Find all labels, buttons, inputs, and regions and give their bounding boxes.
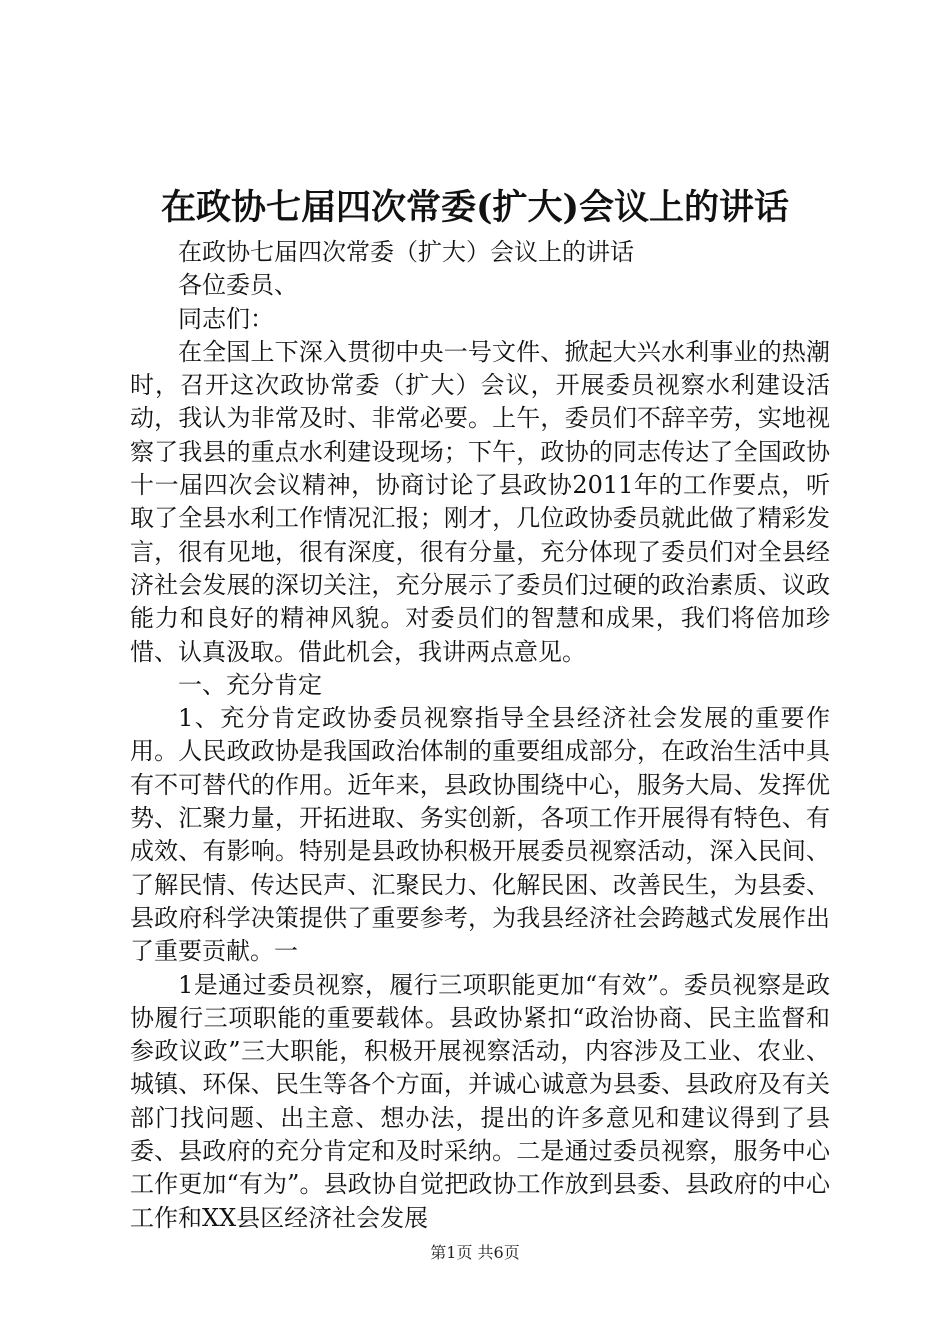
page-footer: 第1页 共6页 xyxy=(430,1243,520,1262)
section-heading: 一、充分肯定 xyxy=(178,670,322,699)
body-paragraph: 在全国上下深入贯彻中央一号文件、掀起大兴水利事业的热潮时，召开这次政协常委（扩大）会议，开展委员视察水利建设活动，我认为非常及时、非常必要。上午，委员们不辞辛劳，实地视察了我县的重点水利建设现场；下午，政协的同志传达了全国政协十一届四次会议精神，协商讨论了县政协2011年的工作要点，听取了全县水利工作情况汇报；刚才，几位政协委员就此做了精彩发言，很有见地，很有深度，很有分量，充分体现了委员们对全县经济社会发展的深切关注，充分展示了委员们过硬的政治素质、议政能力和良好的精神风貌。对委员们的智慧和成果，我们将倍加珍惜、认真汲取。借此机会，我讲两点意见。 xyxy=(130,337,830,666)
document-body xyxy=(130,236,830,1235)
salutation-line-2: 同志们： xyxy=(178,304,274,333)
body-paragraph: 1、充分肯定政协委员视察指导全县经济社会发展的重要作用。人民政政协是我国政治体制的重要组成部分，在政治生活中具有不可替代的作用。近年来，县政协围绕中心，服务大局、发挥优势、汇聚力量，开拓进取、务实创新，各项工作开展得有特色、有成效、有影响。特别是县政协积极开展委员视察活动，深入民间、了解民情、传达民声、汇聚民力、化解民困、改善民生，为县委、县政府科学决策提供了重要参考，为我县经济社会跨越式发展作出了重要贡献。一 xyxy=(130,704,830,966)
document-title: 在政协七届四次常委(扩大)会议上的讲话 xyxy=(160,187,790,228)
body-paragraph: 1是通过委员视察，履行三项职能更加“有效”。委员视察是政协履行三项职能的重要载体。县政协紧扣“政治协商、民主监督和参政议政”三大职能，积极开展视察活动，内容涉及工业、农业、城镇、环保、民生等各个方面，并诚心诚意为县委、县政府及有关部门找问题、出主意、想办法，提出的许多意见和建议得到了县委、县政府的充分肯定和及时采纳。二是通过委员视察，服务中心工作更加“有为”。县政协自觉把政协工作放到县委、县政府的中心工作和XX县区经济社会发展 xyxy=(130,970,830,1232)
subtitle-paragraph: 在政协七届四次常委（扩大）会议上的讲话 xyxy=(178,238,634,266)
salutation-line-1: 各位委员、 xyxy=(178,271,298,300)
